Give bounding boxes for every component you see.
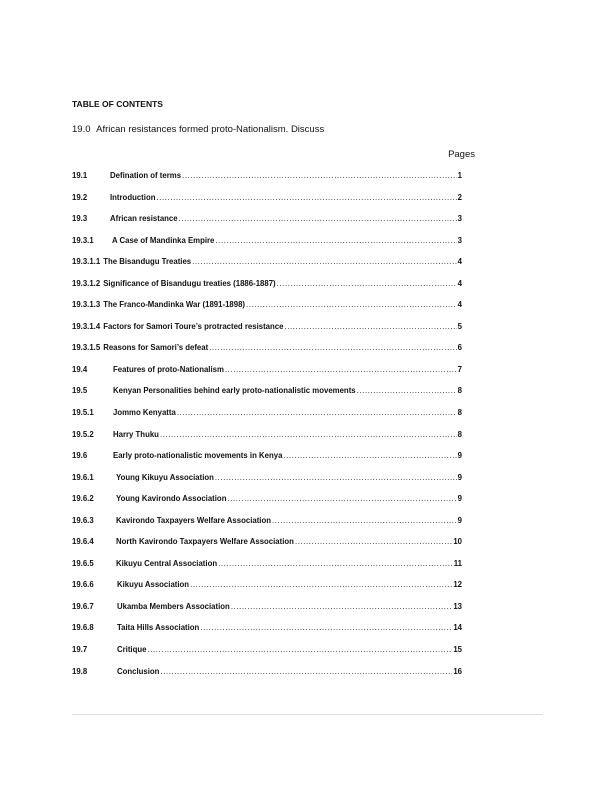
- entry-page: 9: [457, 494, 462, 504]
- toc-entry[interactable]: [72, 408, 462, 430]
- entry-page: 8: [457, 429, 462, 439]
- entry-title: Features of proto-Nationalism: [113, 364, 224, 374]
- dot-leader: [200, 623, 452, 632]
- toc-entry[interactable]: [72, 451, 462, 473]
- dot-leader: [218, 559, 453, 568]
- entry-number: 19.6.5: [72, 558, 94, 568]
- toc-entry[interactable]: [72, 257, 462, 279]
- entry-title: Kavirondo Taxpayers Welfare Association: [116, 515, 271, 525]
- entry-number: 19.6.6: [72, 580, 94, 590]
- dot-leader: [179, 214, 457, 223]
- entry-title: Critique: [117, 645, 147, 655]
- entry-number: 19.6.4: [72, 537, 94, 547]
- toc-entry[interactable]: [72, 386, 462, 408]
- dot-leader: [277, 279, 457, 288]
- entry-title: Introduction: [110, 192, 156, 202]
- entry-number: 19.7: [72, 645, 88, 655]
- entry-title: North Kavirondo Taxpayers Welfare Association: [116, 537, 294, 547]
- toc-subtitle: [72, 124, 324, 135]
- entry-page: 16: [453, 666, 462, 676]
- toc-heading: TABLE OF CONTENTS: [72, 99, 163, 109]
- entry-page: 4: [457, 257, 462, 267]
- entry-number: 19.3.1: [72, 235, 94, 245]
- entry-page: 6: [457, 343, 462, 353]
- entry-number: 19.2: [72, 192, 88, 202]
- entry-page: 9: [457, 515, 462, 525]
- entry-page: 9: [457, 472, 462, 482]
- dot-leader: [192, 257, 457, 266]
- entry-title: Taita Hills Association: [117, 623, 200, 633]
- toc-entry[interactable]: [72, 300, 462, 322]
- dot-leader: [225, 365, 457, 374]
- toc-entry[interactable]: [72, 516, 462, 538]
- entry-number: 19.3.1.1: [72, 257, 101, 267]
- entry-number: 19.3.1.3: [72, 300, 101, 310]
- toc-entry[interactable]: [72, 193, 462, 215]
- entry-number: 19.1: [72, 171, 88, 180]
- entry-title: Young Kikuyu Association: [116, 472, 214, 482]
- toc-entry[interactable]: [72, 645, 462, 667]
- dot-leader: [160, 430, 457, 439]
- dot-leader: [160, 667, 452, 676]
- entry-page: 8: [457, 386, 462, 396]
- toc-entry[interactable]: [72, 365, 462, 387]
- entry-number: 19.5: [72, 386, 88, 396]
- entry-number: 19.6.8: [72, 623, 94, 633]
- entry-title: Significance of Bisandugu treaties (1886-1887): [103, 278, 276, 288]
- toc-entry[interactable]: [72, 279, 462, 301]
- toc-entry[interactable]: [72, 537, 462, 559]
- entry-number: 19.8: [72, 666, 88, 676]
- toc-entry[interactable]: [72, 667, 462, 689]
- entry-title: Harry Thuku: [113, 429, 159, 439]
- entry-page: 2: [457, 192, 462, 202]
- toc-entry[interactable]: [72, 214, 462, 236]
- entry-page: 3: [457, 214, 462, 224]
- entry-number: 19.4: [72, 364, 88, 374]
- entry-page: 4: [457, 278, 462, 288]
- entry-page: 10: [453, 537, 462, 547]
- dot-leader: [209, 343, 456, 352]
- entry-number: 19.6.1: [72, 472, 94, 482]
- entry-title: Conclusion: [117, 666, 160, 676]
- dot-leader: [215, 236, 456, 245]
- entry-page: 9: [457, 451, 462, 461]
- dot-leader: [295, 537, 452, 546]
- subtitle-text: African resistances formed proto-Nationalism. Discuss: [96, 124, 325, 135]
- toc-list: [72, 171, 462, 688]
- toc-entry[interactable]: [72, 343, 462, 365]
- entry-number: 19.3.1.5: [72, 343, 101, 353]
- dot-leader: [357, 386, 457, 395]
- entry-number: 19.6.3: [72, 515, 94, 525]
- dot-leader: [147, 645, 452, 654]
- entry-number: 19.6.7: [72, 601, 94, 611]
- entry-number: 19.5.1: [72, 408, 94, 418]
- toc-entry[interactable]: [72, 494, 462, 516]
- entry-title: Ukamba Members Association: [117, 601, 230, 611]
- entry-number: 19.6.2: [72, 494, 94, 504]
- dot-leader: [227, 494, 456, 503]
- dot-leader: [215, 473, 457, 482]
- entry-title: African resistance: [110, 214, 178, 224]
- toc-entry[interactable]: [72, 430, 462, 452]
- dot-leader: [284, 322, 456, 331]
- toc-entry[interactable]: [72, 623, 462, 645]
- entry-page: 12: [453, 580, 462, 590]
- dot-leader: [246, 300, 457, 309]
- toc-entry[interactable]: [72, 236, 462, 258]
- entry-number: 19.3.1.2: [72, 278, 101, 288]
- page-divider: [72, 714, 543, 715]
- entry-page: 5: [457, 321, 462, 331]
- entry-title: Early proto-nationalistic movements in Kenya: [113, 451, 283, 461]
- dot-leader: [156, 193, 456, 202]
- entry-title: Jommo Kenyatta: [113, 408, 176, 418]
- dot-leader: [177, 408, 457, 417]
- entry-number: 19.6: [72, 451, 88, 461]
- toc-entry[interactable]: [72, 559, 462, 581]
- entry-page: 3: [457, 235, 462, 245]
- entry-number: 19.3: [72, 214, 88, 224]
- entry-title: The Franco-Mandinka War (1891-1898): [103, 300, 246, 310]
- entry-title: Kenyan Personalities behind early proto-nationalistic movements: [113, 386, 356, 396]
- dot-leader: [272, 516, 457, 525]
- entry-title: Factors for Samori Toure’s protracted resistance: [103, 321, 284, 331]
- dot-leader: [190, 580, 452, 589]
- pages-label: Pages: [448, 149, 475, 160]
- entry-number: 19.5.2: [72, 429, 94, 439]
- entry-page: 7: [457, 364, 462, 374]
- toc-entry[interactable]: [72, 473, 462, 495]
- entry-number: 19.3.1.4: [72, 321, 101, 331]
- toc-entry[interactable]: [72, 580, 462, 602]
- entry-page: 14: [453, 623, 462, 633]
- dot-leader: [231, 602, 453, 611]
- entry-page: 11: [453, 558, 462, 568]
- entry-title: The Bisandugu Treaties: [103, 257, 192, 267]
- entry-page: 8: [457, 408, 462, 418]
- entry-title: Kikuyu Central Association: [116, 558, 218, 568]
- entry-page: 1: [457, 171, 462, 180]
- entry-title: Reasons for Samori’s defeat: [103, 343, 209, 353]
- entry-page: 4: [457, 300, 462, 310]
- toc-entry[interactable]: [72, 171, 462, 193]
- toc-entry[interactable]: [72, 602, 462, 624]
- subtitle-number: 19.0: [72, 124, 91, 135]
- entry-title: A Case of Mandinka Empire: [112, 235, 215, 245]
- entry-title: Kikuyu Association: [117, 580, 190, 590]
- entry-page: 15: [453, 645, 462, 655]
- toc-entry[interactable]: [72, 322, 462, 344]
- dot-leader: [283, 451, 456, 460]
- entry-title: Defination of terms: [110, 171, 182, 180]
- entry-title: Young Kavirondo Association: [116, 494, 227, 504]
- dot-leader: [182, 171, 457, 180]
- entry-page: 13: [453, 601, 462, 611]
